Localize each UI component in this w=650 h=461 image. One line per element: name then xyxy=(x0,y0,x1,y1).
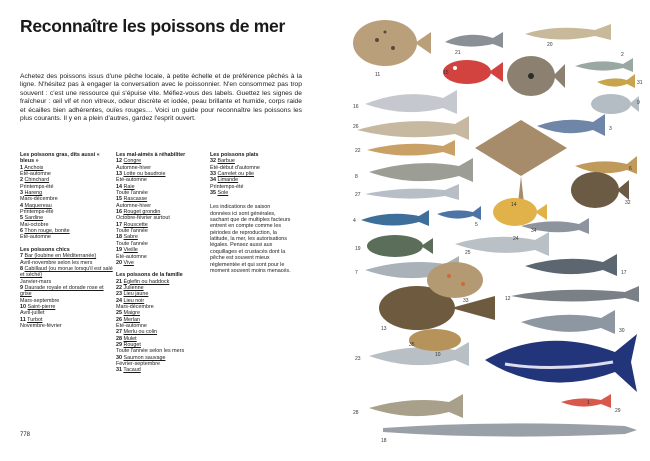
fish-number-label: 18 xyxy=(381,438,387,444)
fish-season: Avril-novembre selon les mers xyxy=(20,259,93,266)
fish-illustration xyxy=(367,235,433,257)
fish-number: 13 xyxy=(116,171,122,178)
fish-group-heading: Les poissons chics xyxy=(20,246,70,253)
fish-number: 1 xyxy=(20,164,23,171)
fish-name: Rascasse xyxy=(123,196,148,203)
fish-name: Saumon sauvage xyxy=(123,354,166,361)
fish-season: Mars-septembre xyxy=(20,297,60,304)
fish-number-label: 22 xyxy=(355,148,361,154)
fish-number-label: 19 xyxy=(355,246,361,252)
fish-number: 14 xyxy=(116,183,122,190)
fish-number-label: 6 xyxy=(629,166,632,172)
fish-season: Automne-hiver xyxy=(116,202,152,209)
fish-number: 24 xyxy=(116,297,122,304)
fish-number: 19 xyxy=(116,247,122,254)
fish-number-label: 11 xyxy=(375,72,381,78)
fish-illustration xyxy=(485,334,637,392)
fish-number-label: 24 xyxy=(513,236,519,242)
fish-number-label: 4 xyxy=(353,218,356,224)
fish-number-label: 30 xyxy=(619,328,625,334)
fish-name: Rouget xyxy=(123,341,141,348)
fish-number: 32 xyxy=(210,158,216,165)
fish-name: Cabillaud (ou morue lorsqu'il est salé et séché) xyxy=(20,265,113,279)
fish-number-label: 33 xyxy=(463,298,469,304)
fish-season: Mars-décembre xyxy=(116,303,154,310)
fish-name: Barbue xyxy=(217,158,235,165)
fish-illustration xyxy=(409,329,461,351)
fish-season: Mai-octobre xyxy=(20,221,49,228)
fish-number-label: 14 xyxy=(511,202,517,208)
fish-name: Vive xyxy=(123,259,134,266)
fish-list-item xyxy=(210,190,310,196)
fish-illustration xyxy=(511,286,639,302)
fish-illustration xyxy=(361,210,429,226)
fish-number: 7 xyxy=(20,253,23,260)
fish-number: 22 xyxy=(116,284,122,291)
fish-season: Toute l'année xyxy=(116,190,148,197)
fish-number: 21 xyxy=(116,278,122,285)
fish-number: 28 xyxy=(116,335,122,342)
fish-name: Bar (loubine en Méditerranée) xyxy=(24,253,97,260)
fish-illustrations xyxy=(325,0,650,461)
fish-illustration xyxy=(507,56,565,96)
fish-number: 31 xyxy=(116,367,122,374)
fish-number-label: 5 xyxy=(475,222,478,228)
fish-number-label: 15 xyxy=(443,70,449,76)
fish-name: Mulet xyxy=(123,335,137,342)
fish-season: Été-automne xyxy=(116,253,147,260)
fish-season: Toute l'année xyxy=(116,240,148,247)
fish-name: Merlan xyxy=(123,316,140,323)
fish-number-label: 23 xyxy=(355,356,361,362)
fish-list xyxy=(20,152,310,442)
fish-number-label: 29 xyxy=(615,408,621,414)
fish-number: 27 xyxy=(116,329,122,336)
fish-name: Rouget grondin xyxy=(123,209,161,216)
right-page xyxy=(325,0,650,461)
fish-season: Mars-décembre xyxy=(20,196,58,203)
fish-number: 34 xyxy=(210,177,216,184)
fish-number: 25 xyxy=(116,310,122,317)
fish-number-label: 1 xyxy=(587,400,590,406)
fish-number: 6 xyxy=(20,228,23,235)
fish-illustration xyxy=(427,262,483,298)
fish-group-heading: Les poissons gras, dits aussi « bleus » xyxy=(20,152,100,165)
fish-number: 29 xyxy=(116,341,122,348)
fish-name: Chinchard xyxy=(24,177,50,184)
fish-list-item xyxy=(116,367,208,373)
fish-illustration xyxy=(597,74,635,88)
fish-illustration xyxy=(365,90,457,114)
fish-season: Printemps-été xyxy=(210,183,244,190)
fish-number-label: 21 xyxy=(455,50,461,56)
fish-number: 2 xyxy=(20,177,23,184)
fish-name: Congre xyxy=(123,158,142,165)
fish-name: Maigre xyxy=(123,310,140,317)
fish-number-label: 20 xyxy=(547,42,553,48)
fish-name: Sole xyxy=(217,190,229,197)
fish-name: Lotte ou baudroie xyxy=(123,171,166,178)
fish-name: Julienne xyxy=(123,284,144,291)
fish-number: 17 xyxy=(116,221,122,228)
fish-number-label: 27 xyxy=(355,192,361,198)
fish-name: Vieille xyxy=(123,247,138,254)
fish-illustration xyxy=(575,156,637,174)
fish-name: Saint-pierre xyxy=(27,303,56,310)
fish-name: Églefin ou haddock xyxy=(123,278,170,285)
fish-number-label: 28 xyxy=(353,410,359,416)
fish-number: 5 xyxy=(20,215,23,222)
fish-number-label: 10 xyxy=(435,352,441,358)
fish-season: Printemps-été xyxy=(20,209,54,216)
fish-name: Lieu jaune xyxy=(123,291,149,298)
fish-illustration xyxy=(383,423,637,436)
fish-name: Raie xyxy=(123,183,135,190)
fish-season: Janvier-mars xyxy=(20,278,52,285)
fish-number: 11 xyxy=(20,316,26,323)
fish-season: Novembre-février xyxy=(20,322,62,329)
fish-number-label: 3 xyxy=(609,126,612,132)
fish-number: 35 xyxy=(210,190,216,197)
fish-number-label: 13 xyxy=(381,326,387,332)
fish-illustration xyxy=(445,32,503,48)
fish-illustration xyxy=(369,158,473,182)
fish-name: Merlu ou colin xyxy=(123,329,158,336)
fish-number-label: 34 xyxy=(531,228,537,234)
fish-season: Été-automne xyxy=(20,171,51,178)
fish-illustration xyxy=(561,394,611,408)
page-title: Reconnaître les poissons de mer xyxy=(20,16,285,36)
fish-number-label: 16 xyxy=(353,104,359,110)
fish-list-item xyxy=(20,266,114,279)
fish-illustration xyxy=(537,114,605,136)
fish-number-label: 35 xyxy=(409,342,415,348)
fish-illustration xyxy=(575,58,633,72)
fish-season: Été-début d'automne xyxy=(210,164,260,171)
fish-number: 4 xyxy=(20,202,23,209)
fish-name: Hareng xyxy=(24,190,43,197)
fish-number: 33 xyxy=(210,171,216,178)
fish-number-label: 7 xyxy=(355,270,358,276)
fish-list-column-3 xyxy=(210,152,310,274)
fish-number-label: 8 xyxy=(355,174,358,180)
fish-season: Toute l'année selon les mers xyxy=(116,348,185,355)
fish-name: Sabre xyxy=(123,234,138,241)
page-number: 778 xyxy=(20,432,31,438)
fish-number: 10 xyxy=(20,303,26,310)
fish-season: Automne-hiver xyxy=(116,164,152,171)
fish-name: Anchois xyxy=(24,164,44,171)
fish-illustration xyxy=(353,20,431,66)
fish-name: Thon rouge, bonite xyxy=(24,228,70,235)
fish-illustration xyxy=(521,310,615,334)
fish-number: 15 xyxy=(116,196,122,203)
fish-number-label: 25 xyxy=(465,250,471,256)
fish-name: Lieu noir xyxy=(123,297,145,304)
fish-group-heading: Les mal-aimés à réhabiliter xyxy=(116,152,186,158)
fish-season: Été-automne xyxy=(116,177,147,184)
fish-list-item xyxy=(20,285,114,298)
fish-season: Avril-juillet xyxy=(20,310,45,317)
fish-season: Toute l'année xyxy=(116,228,148,235)
fish-number: 18 xyxy=(116,234,122,241)
fish-illustration xyxy=(591,94,639,114)
fish-name: Rouscette xyxy=(123,221,148,228)
season-note: Les indications de saison données ici sont générales, sachant que de multiples facteurs entrent en compte comme les périodes de reproduction, la latitude, la mer, les autorisations légales. Pensez aussi aux coquillages et crustacés dont la pêche est souvent mieux réglementée et qui sont pour le moment souvent moins menacés. xyxy=(210,204,291,274)
fish-name: Limande xyxy=(217,177,239,184)
fish-name: Daurade royale et dorade rose et grise xyxy=(20,284,104,298)
fish-number: 23 xyxy=(116,291,122,298)
fish-name: Sardine xyxy=(24,215,44,222)
fish-name: Carrelet ou plie xyxy=(217,171,255,178)
fish-number: 16 xyxy=(116,209,122,216)
fish-number: 12 xyxy=(116,158,122,165)
fish-number-label: 9 xyxy=(637,100,640,106)
intro-paragraph: Achetez des poissons issus d'une pêche locale, à petite échelle et de préférence pêchés à la ligne. N'hésitez pas à engager la conversation avec le poissonnier. N'en consommez pas trop souvent : c'est une ressource qui s'épuise vite. Méfiez-vous des labels. Guettez les signes de fraîcheur : œil vif et non vitreux, odeur discrète et iodée, peau brillante et humide, corps raide et écailles bien adhérentes, ouïes rouges… Voici un guide pour reconnaître les poissons les plus courants. Il y en a plein d'autres, gardez l'esprit ouvert. xyxy=(20,73,302,123)
fish-number: 9 xyxy=(20,284,23,291)
fish-illustration xyxy=(475,120,567,212)
fish-number-label: 2 xyxy=(621,52,624,58)
fish-number-label: 17 xyxy=(621,270,627,276)
fish-illustration xyxy=(367,140,455,156)
fish-number-label: 31 xyxy=(637,80,643,86)
fish-illustration xyxy=(525,24,611,40)
fish-name: Turbot xyxy=(27,316,43,323)
fish-season: Été-automne xyxy=(20,234,51,241)
fish-season: Été-automne xyxy=(116,322,147,329)
fish-illustration xyxy=(493,198,547,226)
fish-illustration xyxy=(369,394,463,418)
fish-name: Maquereau xyxy=(24,202,52,209)
fish-name: Tacaud xyxy=(123,367,141,374)
fish-illustration xyxy=(443,60,503,84)
fish-illustration xyxy=(525,254,617,276)
fish-number: 20 xyxy=(116,259,122,266)
fish-list-column-2 xyxy=(116,152,208,374)
fish-number: 3 xyxy=(20,190,23,197)
fish-group-heading: Les poissons plats xyxy=(210,152,259,158)
fish-number: 30 xyxy=(116,354,122,361)
fish-number: 26 xyxy=(116,316,122,323)
fish-illustration xyxy=(357,116,469,140)
fish-illustration xyxy=(437,206,481,220)
fish-season: Février-septembre xyxy=(116,361,161,367)
fish-number: 8 xyxy=(20,265,23,272)
fish-season: Octobre-février surtout xyxy=(116,215,170,222)
fish-number-label: 26 xyxy=(353,124,359,130)
fish-season: Printemps-été xyxy=(20,183,54,190)
fish-illustration xyxy=(365,184,459,200)
fish-number-label: 32 xyxy=(625,200,631,206)
fish-list-column-1 xyxy=(20,152,114,329)
fish-group-heading: Les poissons de la famille xyxy=(116,272,183,279)
fish-illustration xyxy=(571,172,629,208)
fish-number-label: 12 xyxy=(505,296,511,302)
